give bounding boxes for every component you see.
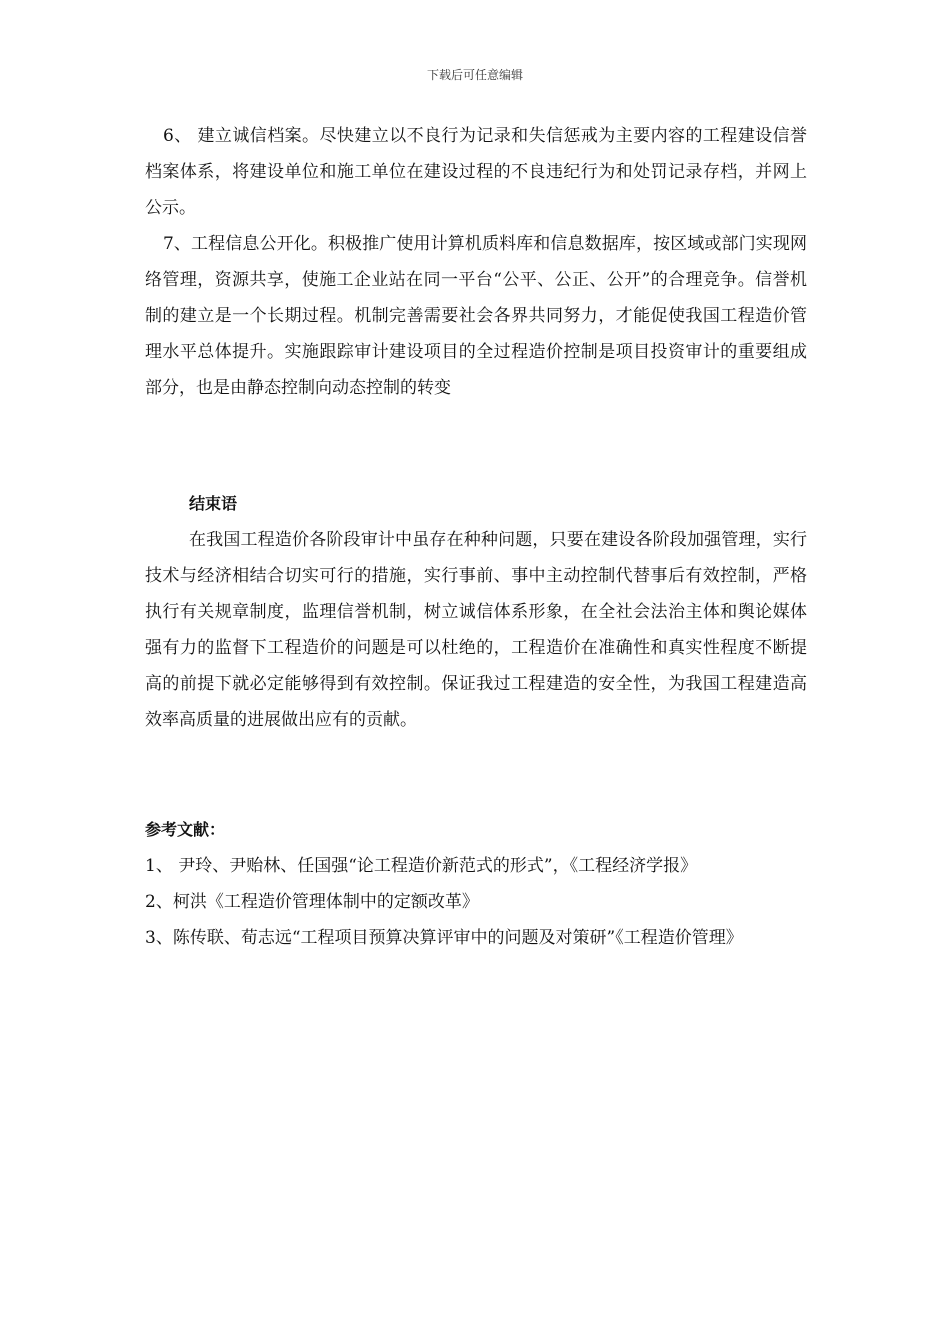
references-title: 参考文献： (145, 820, 226, 839)
reference-item-1: 1、 尹玲、尹贻林、任国强“论工程造价新范式的形式”，《工程经济学报》 (145, 856, 698, 876)
list-item-7: 7、工程信息公开化。积极推广使用计算机质料库和信息数据库，按区域或部门实现网络管理，资源共享，使施工企业站在同一平台“公平、公正、公开”的合理竞争。信誉机制的建立是一个长期过程。机制完善需要社会各界共同努力，才能促使我国工程造价管理水平总体提升。实施跟踪审计建设项目的全过程造价控制是项目投资审计的重要组成部分，也是由静态控制向动态控制的转变 (145, 234, 807, 398)
conclusion-title: 结束语 (189, 494, 238, 513)
reference-item-3: 3、陈传联、荀志远“工程项目预算决算评审中的问题及对策研”《工程造价管理》 (145, 928, 743, 948)
list-items-section (145, 118, 807, 406)
reference-item-2: 2、柯洪《工程造价管理体制中的定额改革》 (145, 892, 479, 912)
page-header: 下载后可任意编辑 (426, 68, 523, 82)
list-item-6: 6、 建立诚信档案。尽快建立以不良行为记录和失信惩戒为主要内容的工程建设信誉档案体系，将建设单位和施工单位在建设过程的不良违纪行为和处罚记录存档，并网上公示。 (145, 126, 807, 218)
conclusion-section (145, 486, 807, 738)
conclusion-paragraph: 在我国工程造价各阶段审计中虽存在种种问题，只要在建设各阶段加强管理，实行技术与经济相结合切实可行的措施，实行事前、事中主动控制代替事后有效控制，严格执行有关规章制度，监理信誉机制，树立诚信体系形象，在全社会法治主体和舆论媒体强有力的监督下工程造价的问题是可以杜绝的，工程造价在准确性和真实性程度不断提高的前提下就必定能够得到有效控制。保证我过工程建造的安全性，为我国工程建造高效率高质量的进展做出应有的贡献。 (145, 530, 807, 730)
references-section (145, 812, 807, 956)
